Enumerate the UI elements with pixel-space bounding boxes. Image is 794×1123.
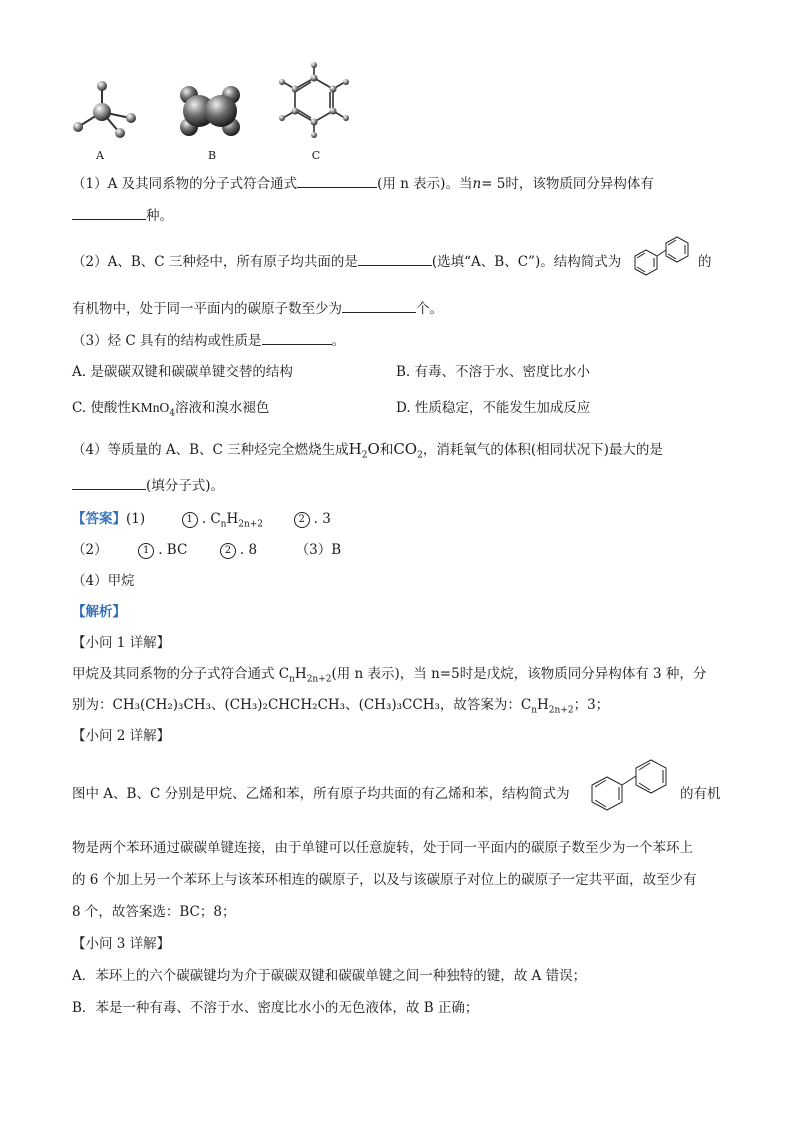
answer-blank[interactable] bbox=[342, 298, 416, 313]
circled-number: 1 bbox=[138, 543, 154, 559]
label-b: B bbox=[207, 149, 217, 162]
circled-number: 2 bbox=[220, 543, 236, 559]
option-a[interactable]: A. 是碳碳双键和碳碳单键交替的结构 bbox=[72, 364, 293, 380]
answer-blank[interactable] bbox=[72, 475, 146, 490]
section-3-title: 【小问 3 详解】 bbox=[72, 936, 171, 952]
option-c[interactable]: C. 使酸性KMnO$_4$溶液和溴水褪色 bbox=[72, 400, 270, 419]
methane-model bbox=[73, 81, 136, 138]
label-a: A bbox=[96, 149, 104, 162]
question-1-line-1: （1）A 及其同系物的分子式符合通式 (用 n 表示)。当n= 5时，该物质同分异构体有 bbox=[72, 172, 654, 192]
circled-number: 1 bbox=[182, 512, 198, 528]
answer-line-2: （2） 1 . BC 2 . 8 （3）B bbox=[72, 542, 342, 558]
section-2-para-2: 物是两个苯环通过碳碳单键连接，由于单键可以任意旋转，处于同一平面内的碳原子数至少为一个苯环上 bbox=[72, 840, 693, 856]
question-4-line-2: (填分子式)。 bbox=[72, 474, 224, 494]
question-1-line-2: 种。 bbox=[72, 204, 173, 224]
biphenyl-structure-2 bbox=[584, 752, 680, 818]
section-3-para-2: B．苯是一种有毒、不溶于水、密度比水小的无色液体，故 B 正确； bbox=[72, 1000, 479, 1016]
section-1-title: 【小问 1 详解】 bbox=[72, 635, 171, 651]
question-2-line-2: 有机物中，处于同一平面内的碳原子数至少为 个。 bbox=[72, 297, 443, 317]
section-2-title: 【小问 2 详解】 bbox=[72, 728, 171, 744]
molecule-figure bbox=[64, 60, 364, 140]
section-2-tail: 的有机 bbox=[680, 786, 721, 802]
answer-blank[interactable] bbox=[72, 205, 146, 220]
circled-number: 2 bbox=[294, 512, 310, 528]
ethylene-model bbox=[180, 86, 240, 136]
analysis-tag: 【解析】 bbox=[72, 604, 126, 620]
answer-line-3: （4）甲烷 bbox=[72, 573, 135, 589]
question-2-line-1: （2）A、B、C 三种烃中，所有原子均共面的是 (选填“A、B、C”)。结构简式为 bbox=[72, 250, 621, 270]
question-4-line-1: （4）等质量的 A、B、C 三种烃完全燃烧生成$H_2O$和$CO_2$，消耗氧气的体积(相同状况下)最大的是 bbox=[72, 440, 663, 461]
answer-line-1: 【答案】(1) 1 . $C_nH_{2n+2}$ 2 . 3 bbox=[72, 511, 331, 530]
option-b[interactable]: B. 有毒、不溶于水、密度比水小 bbox=[396, 364, 591, 380]
section-2-para-1: 图中 A、B、C 分别是甲烷、乙烯和苯，所有原子均共面的有乙烯和苯，结构简式为 bbox=[72, 786, 570, 802]
question-3-stem: （3）烃 C 具有的结构或性质是 。 bbox=[72, 329, 345, 349]
section-2-para-4: 8 个，故答案选：BC；8； bbox=[72, 904, 236, 920]
section-1-para-1: 甲烷及其同系物的分子式符合通式 $C_nH_{2n+2}$(用 n 表示)，当 n=5时是戊烷，该物质同分异构体有 3 种，分 bbox=[72, 666, 707, 685]
answer-blank[interactable] bbox=[358, 251, 432, 266]
answer-blank[interactable] bbox=[262, 330, 332, 345]
section-2-para-3: 的 6 个加上另一个苯环上与该苯环相连的碳原子，以及与该碳原子对位上的碳原子一定共平面，故至少有 bbox=[72, 872, 697, 888]
section-3-para-1: A．苯环上的六个碳碳键均为介于碳碳双键和碳碳单键之间一种独特的键，故 A 错误； bbox=[72, 968, 587, 984]
label-c: C bbox=[311, 149, 321, 162]
section-1-para-2: 别为：CH₃(CH₂)₃CH₃、(CH₃)₂CHCH₂CH₃、(CH₃)₃CCH₃，故答案为：$C_nH_{2n+2}$；3； bbox=[72, 697, 610, 716]
option-d[interactable]: D. 性质稳定，不能发生加成反应 bbox=[396, 400, 591, 416]
biphenyl-structure bbox=[628, 232, 698, 280]
answer-tag: 【答案】 bbox=[72, 511, 126, 527]
answer-blank[interactable] bbox=[297, 173, 377, 188]
question-2-tail: 的 bbox=[698, 254, 712, 270]
